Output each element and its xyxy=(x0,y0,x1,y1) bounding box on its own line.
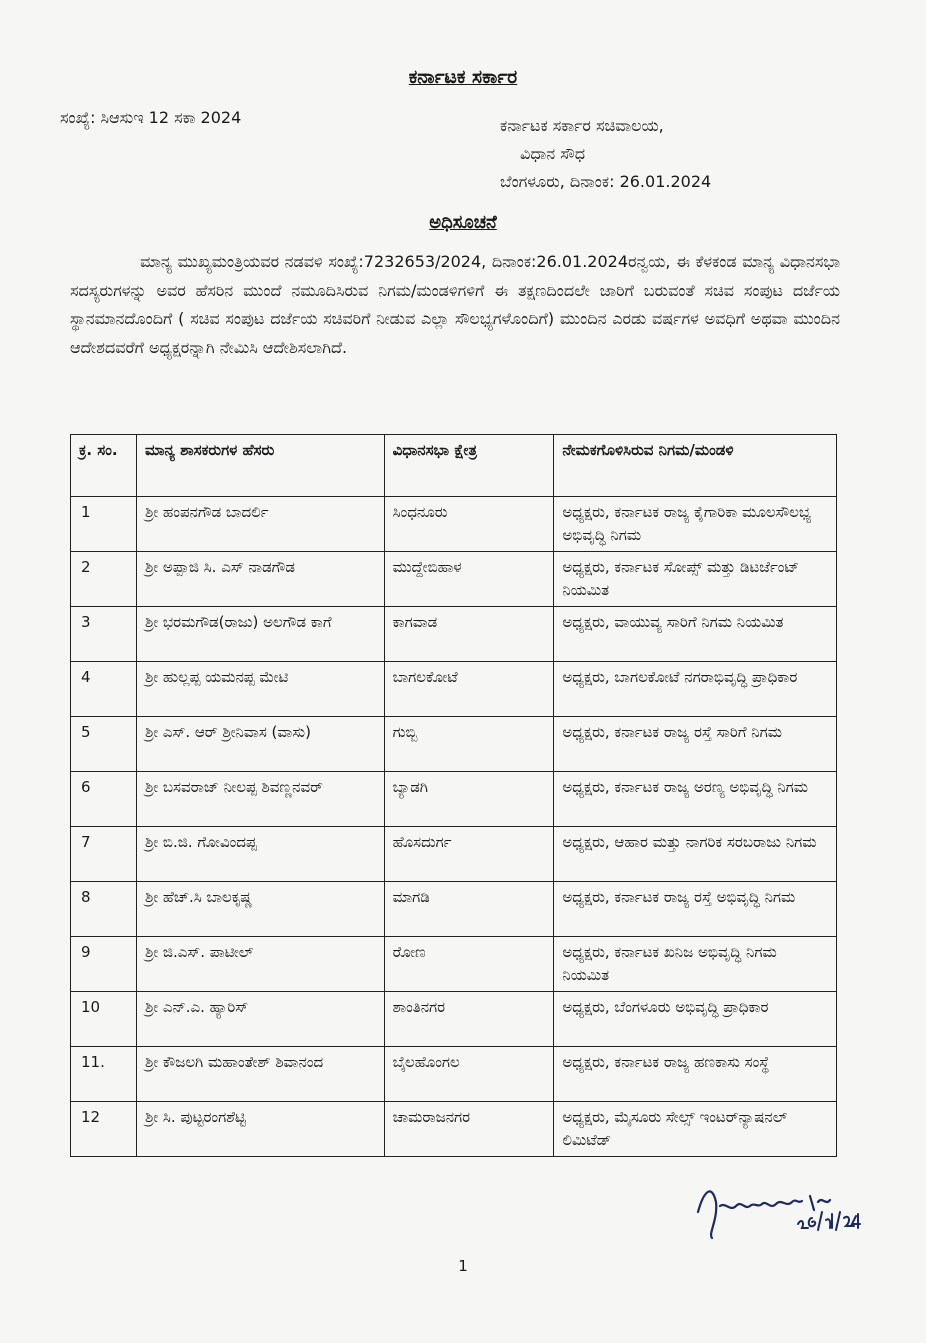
cell-constituency: ಕಾಗವಾಡ xyxy=(384,607,554,662)
cell-corporation: ಅಧ್ಯಕ್ಷರು, ಕರ್ನಾಟಕ ರಾಜ್ಯ ಅರಣ್ಯ ಅಭಿವೃದ್ಧಿ ನಿಗಮ xyxy=(554,772,837,827)
cell-name: ಶ್ರೀ ಸಿ. ಪುಟ್ಟರಂಗಶೆಟ್ಟಿ xyxy=(136,1102,384,1157)
cell-constituency: ಶಾಂತಿನಗರ xyxy=(384,992,554,1047)
cell-constituency: ಸಿಂಧನೂರು xyxy=(384,497,554,552)
cell-constituency: ಮುದ್ದೇಬಿಹಾಳ xyxy=(384,552,554,607)
appointments-table xyxy=(70,434,837,1157)
cell-corporation: ಅಧ್ಯಕ್ಷರು, ಆಹಾರ ಮತ್ತು ನಾಗರಿಕ ಸರಬರಾಜು ನಿಗಮ xyxy=(554,827,837,882)
cell-corporation: ಅಧ್ಯಕ್ಷರು, ಕರ್ನಾಟಕ ರಾಜ್ಯ ಕೈಗಾರಿಕಾ ಮೂಲಸೌಲಭ್ಯ ಅಭಿವೃದ್ಧಿ ನಿಗಮ xyxy=(554,497,837,552)
cell-constituency: ಬೈಲಹೊಂಗಲ xyxy=(384,1047,554,1102)
table-row xyxy=(71,937,837,992)
cell-corporation: ಅಧ್ಯಕ್ಷರು, ಮೈಸೂರು ಸೇಲ್ಸ್ ಇಂಟರ್‌ನ್ಯಾಷನಲ್ ಲಿಮಿಟೆಡ್ xyxy=(554,1102,837,1157)
cell-serial: 11. xyxy=(71,1047,137,1102)
cell-name: ಶ್ರೀ ಕೌಜಲಗಿ ಮಹಾಂತೇಶ್ ಶಿವಾನಂದ xyxy=(136,1047,384,1102)
cell-serial: 6 xyxy=(71,772,137,827)
cell-corporation: ಅಧ್ಯಕ್ಷರು, ಕರ್ನಾಟಕ ರಾಜ್ಯ ರಸ್ತೆ ಸಾರಿಗೆ ನಿಗಮ xyxy=(554,717,837,772)
cell-corporation: ಅಧ್ಯಕ್ಷರು, ವಾಯುವ್ಯ ಸಾರಿಗೆ ನಿಗಮ ನಿಯಮಿತ xyxy=(554,607,837,662)
government-heading: ಕರ್ನಾಟಕ ಸರ್ಕಾರ xyxy=(408,66,518,88)
cell-name: ಶ್ರೀ ಹುಲ್ಲಪ್ಪ ಯಮನಪ್ಪ ಮೇಟಿ xyxy=(136,662,384,717)
table-row xyxy=(71,827,837,882)
office-line-3: ಬೆಂಗಳೂರು, ದಿನಾಂಕ: 26.01.2024 xyxy=(500,172,712,191)
cell-serial: 12 xyxy=(71,1102,137,1157)
cell-constituency: ಮಾಗಡಿ xyxy=(384,882,554,937)
table-row xyxy=(71,662,837,717)
cell-name: ಶ್ರೀ ಬಸವರಾಜ್ ನೀಲಪ್ಪ ಶಿವಣ್ಣನವರ್ xyxy=(136,772,384,827)
cell-name: ಶ್ರೀ ಭರಮಗೌಡ(ರಾಜು) ಅಲಗೌಡ ಕಾಗೆ xyxy=(136,607,384,662)
cell-constituency: ಹೊಸದುರ್ಗ xyxy=(384,827,554,882)
cell-corporation: ಅಧ್ಯಕ್ಷರು, ಕರ್ನಾಟಕ ರಾಜ್ಯ ರಸ್ತೆ ಅಭಿವೃದ್ಧಿ ನಿಗಮ xyxy=(554,882,837,937)
notification-body: ಮಾನ್ಯ ಮುಖ್ಯಮಂತ್ರಿಯವರ ನಡವಳಿ ಸಂಖ್ಯೆ:7232653/2024, ದಿನಾಂಕ:26.01.2024ರನ್ವಯ, ಈ ಕೆಳಕಂಡ ಮಾನ್ಯ ವಿಧಾನಸಭಾ ಸದಸ್ಯರುಗಳನ್ನು ಅವರ ಹೆಸರಿನ ಮುಂದೆ ನಮೂದಿಸಿರುವ ನಿಗಮ/ಮಂಡಳಿಗಳಿಗೆ ಈ ತಕ್ಷಣದಿಂದಲೇ ಜಾರಿಗೆ ಬರುವಂತೆ ಸಚಿವ ಸಂಪುಟ ದರ್ಜೆಯ ಸ್ಥಾನಮಾನದೊಂದಿಗೆ ( ಸಚಿವ ಸಂಪುಟ ದರ್ಜೆಯ ಸಚಿವರಿಗೆ ನೀಡುವ ಎಲ್ಲಾ ಸೌಲಭ್ಯಗಳೊಂದಿಗೆ) ಮುಂದಿನ ಎರಡು ವರ್ಷಗಳ ಅವಧಿಗೆ ಅಥವಾ ಮುಂದಿನ ಆದೇಶದವರೆಗೆ ಅಧ್ಯಕ್ಷರನ್ನಾಗಿ ನೇಮಿಸಿ ಆದೇಶಿಸಲಾಗಿದೆ. xyxy=(70,252,840,357)
cell-constituency: ಗುಬ್ಬಿ xyxy=(384,717,554,772)
table-row xyxy=(71,717,837,772)
page-number: 1 xyxy=(458,1257,468,1275)
table-row xyxy=(71,992,837,1047)
cell-serial: 4 xyxy=(71,662,137,717)
header-serial: ಕ್ರ. ಸಂ. xyxy=(71,435,137,497)
header-name: ಮಾನ್ಯ ಶಾಸಕರುಗಳ ಹೆಸರು xyxy=(136,435,384,497)
signature xyxy=(690,1172,890,1242)
cell-serial: 5 xyxy=(71,717,137,772)
table-header-row xyxy=(71,435,837,497)
cell-corporation: ಅಧ್ಯಕ್ಷರು, ಕರ್ನಾಟಕ ಸೋಪ್ಸ್ ಮತ್ತು ಡಿಟರ್ಜೆಂಟ್ ನಿಯಮಿತ xyxy=(554,552,837,607)
table-row xyxy=(71,497,837,552)
cell-constituency: ಚಾಮರಾಜನಗರ xyxy=(384,1102,554,1157)
cell-corporation: ಅಧ್ಯಕ್ಷರು, ಬಾಗಲಕೋಟೆ ನಗರಾಭಿವೃದ್ಧಿ ಪ್ರಾಧಿಕಾರ xyxy=(554,662,837,717)
cell-serial: 2 xyxy=(71,552,137,607)
cell-constituency: ರೋಣ xyxy=(384,937,554,992)
cell-serial: 7 xyxy=(71,827,137,882)
cell-name: ಶ್ರೀ ಹಂಪನಗೌಡ ಬಾದರ್ಲಿ xyxy=(136,497,384,552)
table-row xyxy=(71,1047,837,1102)
cell-name: ಶ್ರೀ ಅಪ್ಪಾಜಿ ಸಿ. ಎಸ್ ನಾಡಗೌಡ xyxy=(136,552,384,607)
cell-name: ಶ್ರೀ ಜಿ.ಎಸ್. ಪಾಟೀಲ್ xyxy=(136,937,384,992)
office-address xyxy=(500,112,711,196)
cell-corporation: ಅಧ್ಯಕ್ಷರು, ಕರ್ನಾಟಕ ಖನಿಜ ಅಭಿವೃದ್ಧಿ ನಿಗಮ ನಿಯಮಿತ xyxy=(554,937,837,992)
cell-name: ಶ್ರೀ ಬಿ.ಜಿ. ಗೋವಿಂದಪ್ಪ xyxy=(136,827,384,882)
office-line-2: ವಿಧಾನ ಸೌಧ xyxy=(520,144,586,163)
table-row xyxy=(71,1102,837,1157)
cell-name: ಶ್ರೀ ಎನ್.ಎ. ಹ್ಯಾರಿಸ್ xyxy=(136,992,384,1047)
table-row xyxy=(71,552,837,607)
cell-name: ಶ್ರೀ ಹೆಚ್.ಸಿ ಬಾಲಕೃಷ್ಣ xyxy=(136,882,384,937)
cell-corporation: ಅಧ್ಯಕ್ಷರು, ಕರ್ನಾಟಕ ರಾಜ್ಯ ಹಣಕಾಸು ಸಂಸ್ಥೆ xyxy=(554,1047,837,1102)
header-corporation: ನೇಮಕಗೊಳಿಸಿರುವ ನಿಗಮ/ಮಂಡಳಿ xyxy=(554,435,837,497)
header-constituency: ವಿಧಾನಸಭಾ ಕ್ಷೇತ್ರ xyxy=(384,435,554,497)
office-line-1: ಕರ್ನಾಟಕ ಸರ್ಕಾರ ಸಚಿವಾಲಯ, xyxy=(500,116,664,135)
cell-serial: 9 xyxy=(71,937,137,992)
table-row xyxy=(71,607,837,662)
reference-number: ಸಂಖ್ಯೆ: ಸಿಆಸುಇ 12 ಸಕಾ 2024 xyxy=(60,108,242,127)
notification-title: ಅಧಿಸೂಚನೆ xyxy=(429,212,497,233)
cell-corporation: ಅಧ್ಯಕ್ಷರು, ಬೆಂಗಳೂರು ಅಭಿವೃದ್ಧಿ ಪ್ರಾಧಿಕಾರ xyxy=(554,992,837,1047)
table-row xyxy=(71,772,837,827)
cell-constituency: ಬ್ಯಾಡಗಿ xyxy=(384,772,554,827)
table-row xyxy=(71,882,837,937)
cell-serial: 10 xyxy=(71,992,137,1047)
cell-constituency: ಬಾಗಲಕೋಟೆ xyxy=(384,662,554,717)
cell-serial: 1 xyxy=(71,497,137,552)
cell-serial: 8 xyxy=(71,882,137,937)
cell-serial: 3 xyxy=(71,607,137,662)
cell-name: ಶ್ರೀ ಎಸ್. ಆರ್ ಶ್ರೀನಿವಾಸ (ವಾಸು) xyxy=(136,717,384,772)
